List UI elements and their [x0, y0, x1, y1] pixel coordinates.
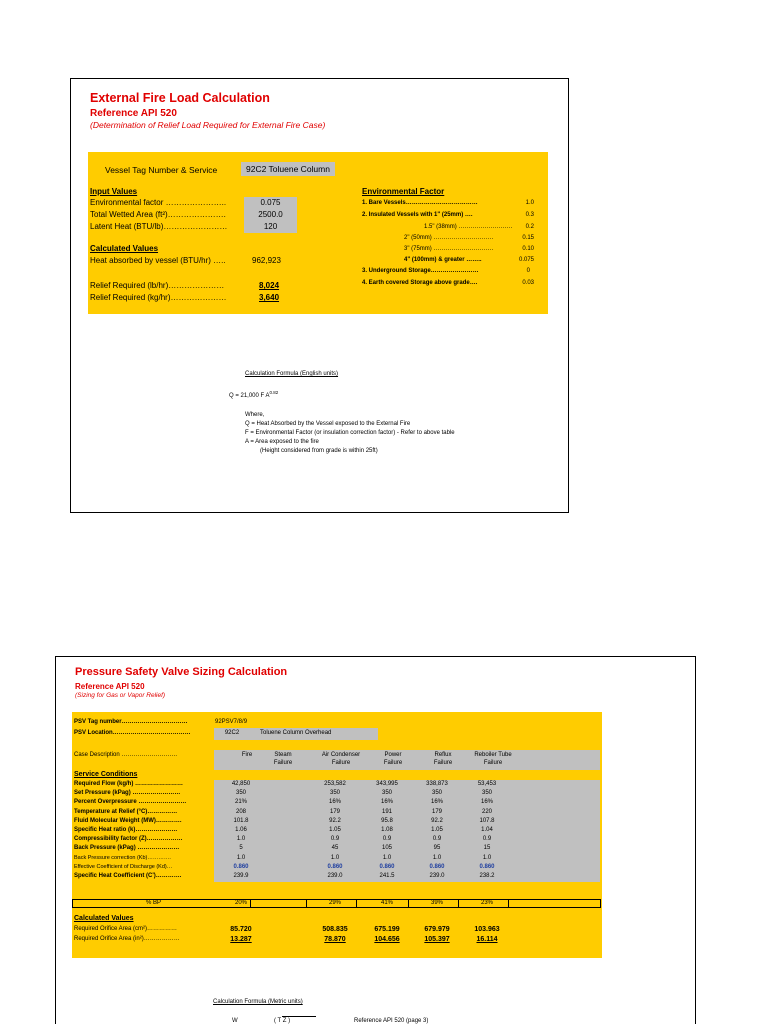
fire-subtitle: (Determination of Relief Load Required for External Fire Case) — [90, 120, 326, 130]
compressibility-factor-value[interactable]: 0.9 — [382, 836, 392, 843]
case-air-condenser-failure-header: Air Condenser — [321, 752, 361, 758]
discharge-coefficient-value[interactable]: 0.860 — [429, 863, 445, 870]
specific-heat-ratio-value[interactable]: 1.04 — [481, 827, 493, 833]
formula-english — [229, 390, 278, 399]
discharge-coefficient-value[interactable]: 0.860 — [379, 863, 395, 870]
case-reflux-failure-header-line2: Failure — [433, 760, 453, 766]
compressibility-factor-label: Compressibility factor (Z)……………… — [74, 836, 183, 843]
temperature-at-relief-value[interactable]: 179 — [431, 808, 442, 815]
vessel-tag-value[interactable]: 92C2 Toluene Column — [241, 162, 335, 176]
input-label-latent-heat: Latent Heat (BTU/lb)…………………… — [90, 222, 228, 231]
case-steam-failure-header: Steam — [274, 752, 292, 758]
required-flow-value[interactable]: 343,995 — [376, 781, 398, 787]
back-pressure-correction-value[interactable]: 1.0 — [330, 854, 340, 861]
set-pressure-label: Set Pressure (kPag) …………………… — [74, 790, 181, 797]
orifice-area-cm2-value: 679.979 — [424, 926, 450, 933]
env-value-bare: 1.0 — [525, 200, 534, 206]
psv-tag-label: PSV Tag number…………………………… — [74, 719, 188, 725]
psv-table-block — [72, 712, 602, 958]
discharge-coefficient-label: Effective Coefficient of Discharge (Kd)… — [74, 863, 173, 870]
back-pressure-value[interactable]: 105 — [381, 845, 392, 852]
case-power-failure-header-line2: Failure — [383, 760, 403, 766]
orifice-area-cm2-label: Required Orifice Area (cm²)…………… — [74, 926, 178, 932]
case-description-label: Case Description ………………………. — [74, 752, 178, 758]
compressibility-factor-value[interactable]: 0.9 — [482, 836, 492, 843]
case-reboiler-tube-failure-header: Reboiler Tube — [474, 752, 512, 758]
psv-location-label: PSV Location………………………………… — [74, 730, 191, 736]
temperature-at-relief-value[interactable]: 179 — [329, 808, 340, 815]
percent-overpressure-value[interactable]: 16% — [328, 799, 341, 806]
compressibility-factor-value[interactable]: 0.9 — [432, 836, 442, 843]
formula-metric-tz: ( T Z ) — [274, 1018, 291, 1024]
psv-location-desc[interactable]: Toluene Column Overhead — [260, 730, 332, 736]
service-conditions-heading: Service Conditions — [74, 771, 138, 778]
input-label-wetted-area: Total Wetted Area (ft²)…………………. — [90, 210, 226, 219]
orifice-area-in2-value: 16.114 — [476, 936, 498, 943]
orifice-area-cm2-value: 85.720 — [230, 926, 252, 933]
specific-heat-coefficient-value: 241.5 — [379, 873, 395, 879]
molecular-weight-value[interactable]: 101.8 — [233, 817, 249, 824]
temperature-at-relief-label: Temperature at Relief (°C)…………… — [74, 808, 178, 815]
calc-value-heat: 962,923 — [252, 256, 281, 265]
molecular-weight-value[interactable]: 92.2 — [431, 817, 443, 824]
orifice-area-cm2-value: 675.199 — [374, 926, 400, 933]
env-label-earth-covered: 4. Earth covered Storage above grade…. — [362, 280, 478, 286]
formula-metric-w: W — [232, 1018, 238, 1024]
formula-metric-reference: Reference API 520 (page 3) — [354, 1018, 429, 1024]
temperature-at-relief-value[interactable]: 220 — [481, 808, 492, 815]
psv-subtitle: (Sizing for Gas or Vapor Relief) — [75, 692, 166, 699]
set-pressure-value[interactable]: 350 — [235, 790, 246, 797]
required-flow-value[interactable]: 338,873 — [426, 781, 448, 787]
percent-bp-value: 41% — [380, 900, 393, 906]
psv-tag-value[interactable]: 92PSV7/8/9 — [215, 719, 248, 725]
percent-bp-value: 20% — [234, 900, 247, 906]
env-value-75mm: 0.10 — [522, 246, 534, 252]
molecular-weight-value[interactable]: 95.8 — [381, 817, 393, 824]
percent-overpressure-value[interactable]: 16% — [480, 799, 493, 806]
formula-sqrt-bar — [282, 1016, 316, 1017]
set-pressure-value[interactable]: 350 — [329, 790, 340, 797]
env-label-insulated: 2. Insulated Vessels with 1" (25mm) …. — [362, 212, 473, 218]
env-label-bare: 1. Bare Vessels……………………………… — [362, 200, 478, 206]
env-label-underground: 3. Underground Storage…………………… — [362, 268, 479, 274]
percent-overpressure-label: Percent Overpressure …………………… — [74, 799, 187, 806]
formula-def-a: A = Area exposed to the fire — [245, 439, 319, 445]
formula-heading-english: Calculation Formula (English units) — [245, 371, 339, 377]
env-label-50mm: 2" (50mm) ………………………… — [404, 235, 494, 241]
required-flow-value[interactable]: 253,582 — [324, 781, 346, 787]
percent-overpressure-value[interactable]: 16% — [430, 799, 443, 806]
env-factor-heading: Environmental Factor — [362, 187, 445, 196]
calc-value-relief-kg: 3,640 — [259, 293, 280, 302]
specific-heat-ratio-value[interactable]: 1.05 — [431, 827, 443, 833]
percent-overpressure-value[interactable]: 21% — [234, 799, 247, 806]
latent-heat-input[interactable]: 120 — [263, 222, 278, 231]
percent-bp-row-border — [72, 899, 601, 908]
calc-label-heat: Heat absorbed by vessel (BTU/hr) ….. — [90, 256, 226, 265]
fire-load-sheet — [70, 78, 569, 513]
specific-heat-coefficient-value: 239.9 — [233, 873, 249, 879]
back-pressure-value[interactable]: 45 — [331, 845, 339, 852]
back-pressure-correction-value[interactable]: 1.0 — [236, 854, 246, 861]
percent-bp-label: % BP — [146, 900, 162, 906]
formula-def-height: (Height considered from grade is within 25ft) — [260, 448, 378, 454]
orifice-area-cm2-value: 508.835 — [322, 926, 348, 933]
calculated-values-psv-heading: Calculated Values — [74, 915, 134, 922]
required-flow-value[interactable]: 53,453 — [477, 781, 497, 787]
formula-heading-metric: Calculation Formula (Metric units) — [213, 999, 303, 1005]
env-label-75mm: 3" (75mm) ………………………… — [404, 246, 494, 252]
formula-where: Where, — [245, 412, 265, 418]
percent-bp-value: 39% — [430, 900, 443, 906]
back-pressure-value[interactable]: 95 — [433, 845, 441, 852]
case-reboiler-tube-failure-header-line2: Failure — [483, 760, 503, 766]
formula-exponent: 0.82 — [269, 390, 279, 395]
back-pressure-label: Back Pressure (kPag) ………………… — [74, 845, 180, 852]
percent-bp-value: 29% — [328, 900, 341, 906]
back-pressure-correction-value[interactable]: 1.0 — [432, 854, 442, 861]
specific-heat-ratio-value[interactable]: 1.08 — [381, 827, 393, 833]
formula-def-q: Q = Heat Absorbed by the Vessel exposed to the External Fire — [245, 421, 411, 427]
set-pressure-value[interactable]: 350 — [381, 790, 392, 797]
case-fire-header: Fire — [241, 752, 253, 758]
specific-heat-ratio-label: Specific Heat ratio (k)………………… — [74, 827, 178, 833]
env-value-earth-covered: 0.03 — [522, 280, 534, 286]
case-power-failure-header: Power — [384, 752, 402, 758]
fire-reference: Reference API 520 — [90, 108, 177, 119]
percent-bp-value: 23% — [480, 900, 493, 906]
orifice-area-in2-label: Required Orifice Area (in²)……………… — [74, 936, 180, 942]
case-steam-failure-header-line2: Failure — [273, 760, 293, 766]
required-flow-value[interactable]: 42,850 — [231, 781, 251, 787]
required-flow-label: Required Flow (kg/h) …………………… — [74, 781, 183, 787]
psv-title: Pressure Safety Valve Sizing Calculation — [75, 666, 288, 678]
fire-input-block — [88, 152, 548, 314]
discharge-coefficient-value[interactable]: 0.860 — [327, 863, 343, 870]
env-label-38mm: 1.5" (38mm) ……………………… — [424, 224, 513, 230]
psv-reference: Reference API 520 — [75, 682, 145, 691]
back-pressure-correction-label: Back Pressure correction (Kb)…………. — [74, 854, 171, 861]
molecular-weight-label: Fluid Molecular Weight (MW)…………. — [74, 817, 182, 824]
discharge-coefficient-value[interactable]: 0.860 — [233, 863, 249, 870]
env-value-underground: 0 — [526, 268, 530, 274]
specific-heat-ratio-value[interactable]: 1.06 — [235, 827, 247, 833]
formula-def-f: F = Environmental Factor (or insulation correction factor) - Refer to above table — [245, 430, 455, 436]
specific-heat-coefficient-value: 238.2 — [479, 873, 495, 879]
calc-value-relief-lb: 8,024 — [259, 281, 280, 290]
orifice-area-cm2-value: 103.963 — [474, 926, 500, 933]
temperature-at-relief-value[interactable]: 191 — [381, 808, 392, 815]
back-pressure-correction-value[interactable]: 1.0 — [382, 854, 392, 861]
input-label-env-factor: Environmental factor ………………….. — [90, 198, 227, 207]
env-value-38mm: 0.2 — [525, 224, 534, 230]
calc-label-relief-lb: Relief Required (lb/hr)………………… — [90, 281, 225, 290]
temperature-at-relief-value[interactable]: 208 — [235, 808, 246, 815]
specific-heat-coefficient-value: 239.0 — [429, 873, 445, 879]
case-reflux-failure-header: Reflux — [434, 752, 452, 758]
env-value-insulated: 0.3 — [525, 212, 534, 218]
compressibility-factor-value[interactable]: 0.9 — [330, 836, 340, 843]
case-air-condenser-failure-header-line2: Failure — [331, 760, 351, 766]
calc-label-relief-kg: Relief Required (kg/hr)………………… — [90, 293, 227, 302]
back-pressure-correction-value[interactable]: 1.0 — [482, 854, 492, 861]
formula-english-text: Q = 21,000 F A — [229, 393, 270, 399]
input-values-heading: Input Values — [90, 187, 138, 196]
orifice-area-in2-value: 78.870 — [324, 936, 346, 943]
orifice-area-in2-value: 105.397 — [424, 936, 450, 943]
vessel-tag-label: Vessel Tag Number & Service — [105, 165, 218, 175]
orifice-area-in2-value: 104.656 — [374, 936, 400, 943]
orifice-area-in2-value: 13.287 — [230, 936, 252, 943]
compressibility-factor-value[interactable]: 1.0 — [236, 836, 246, 843]
calculated-values-heading: Calculated Values — [90, 244, 159, 253]
wetted-area-input[interactable]: 2500.0 — [258, 210, 283, 219]
env-factor-input[interactable]: 0.075 — [260, 198, 281, 207]
env-value-50mm: 0.15 — [522, 235, 534, 241]
molecular-weight-value[interactable]: 92.2 — [329, 817, 341, 824]
molecular-weight-value[interactable]: 107.8 — [479, 817, 495, 824]
percent-overpressure-value[interactable]: 16% — [380, 799, 393, 806]
psv-sizing-sheet — [55, 656, 696, 1024]
fire-title: External Fire Load Calculation — [90, 91, 270, 105]
discharge-coefficient-value[interactable]: 0.860 — [479, 863, 495, 870]
psv-location-code[interactable]: 92C2 — [224, 730, 240, 736]
env-value-100mm: 0.075 — [518, 257, 534, 263]
set-pressure-value[interactable]: 350 — [431, 790, 442, 797]
specific-heat-coefficient-value: 239.0 — [327, 873, 343, 879]
set-pressure-value[interactable]: 350 — [481, 790, 492, 797]
back-pressure-value[interactable]: 5 — [239, 845, 243, 852]
env-label-100mm: 4" (100mm) & greater …….. — [404, 257, 482, 263]
back-pressure-value[interactable]: 15 — [483, 845, 491, 852]
specific-heat-ratio-value[interactable]: 1.05 — [329, 827, 341, 833]
specific-heat-coefficient-label: Specific Heat Coefficient (C')…………. — [74, 873, 182, 879]
